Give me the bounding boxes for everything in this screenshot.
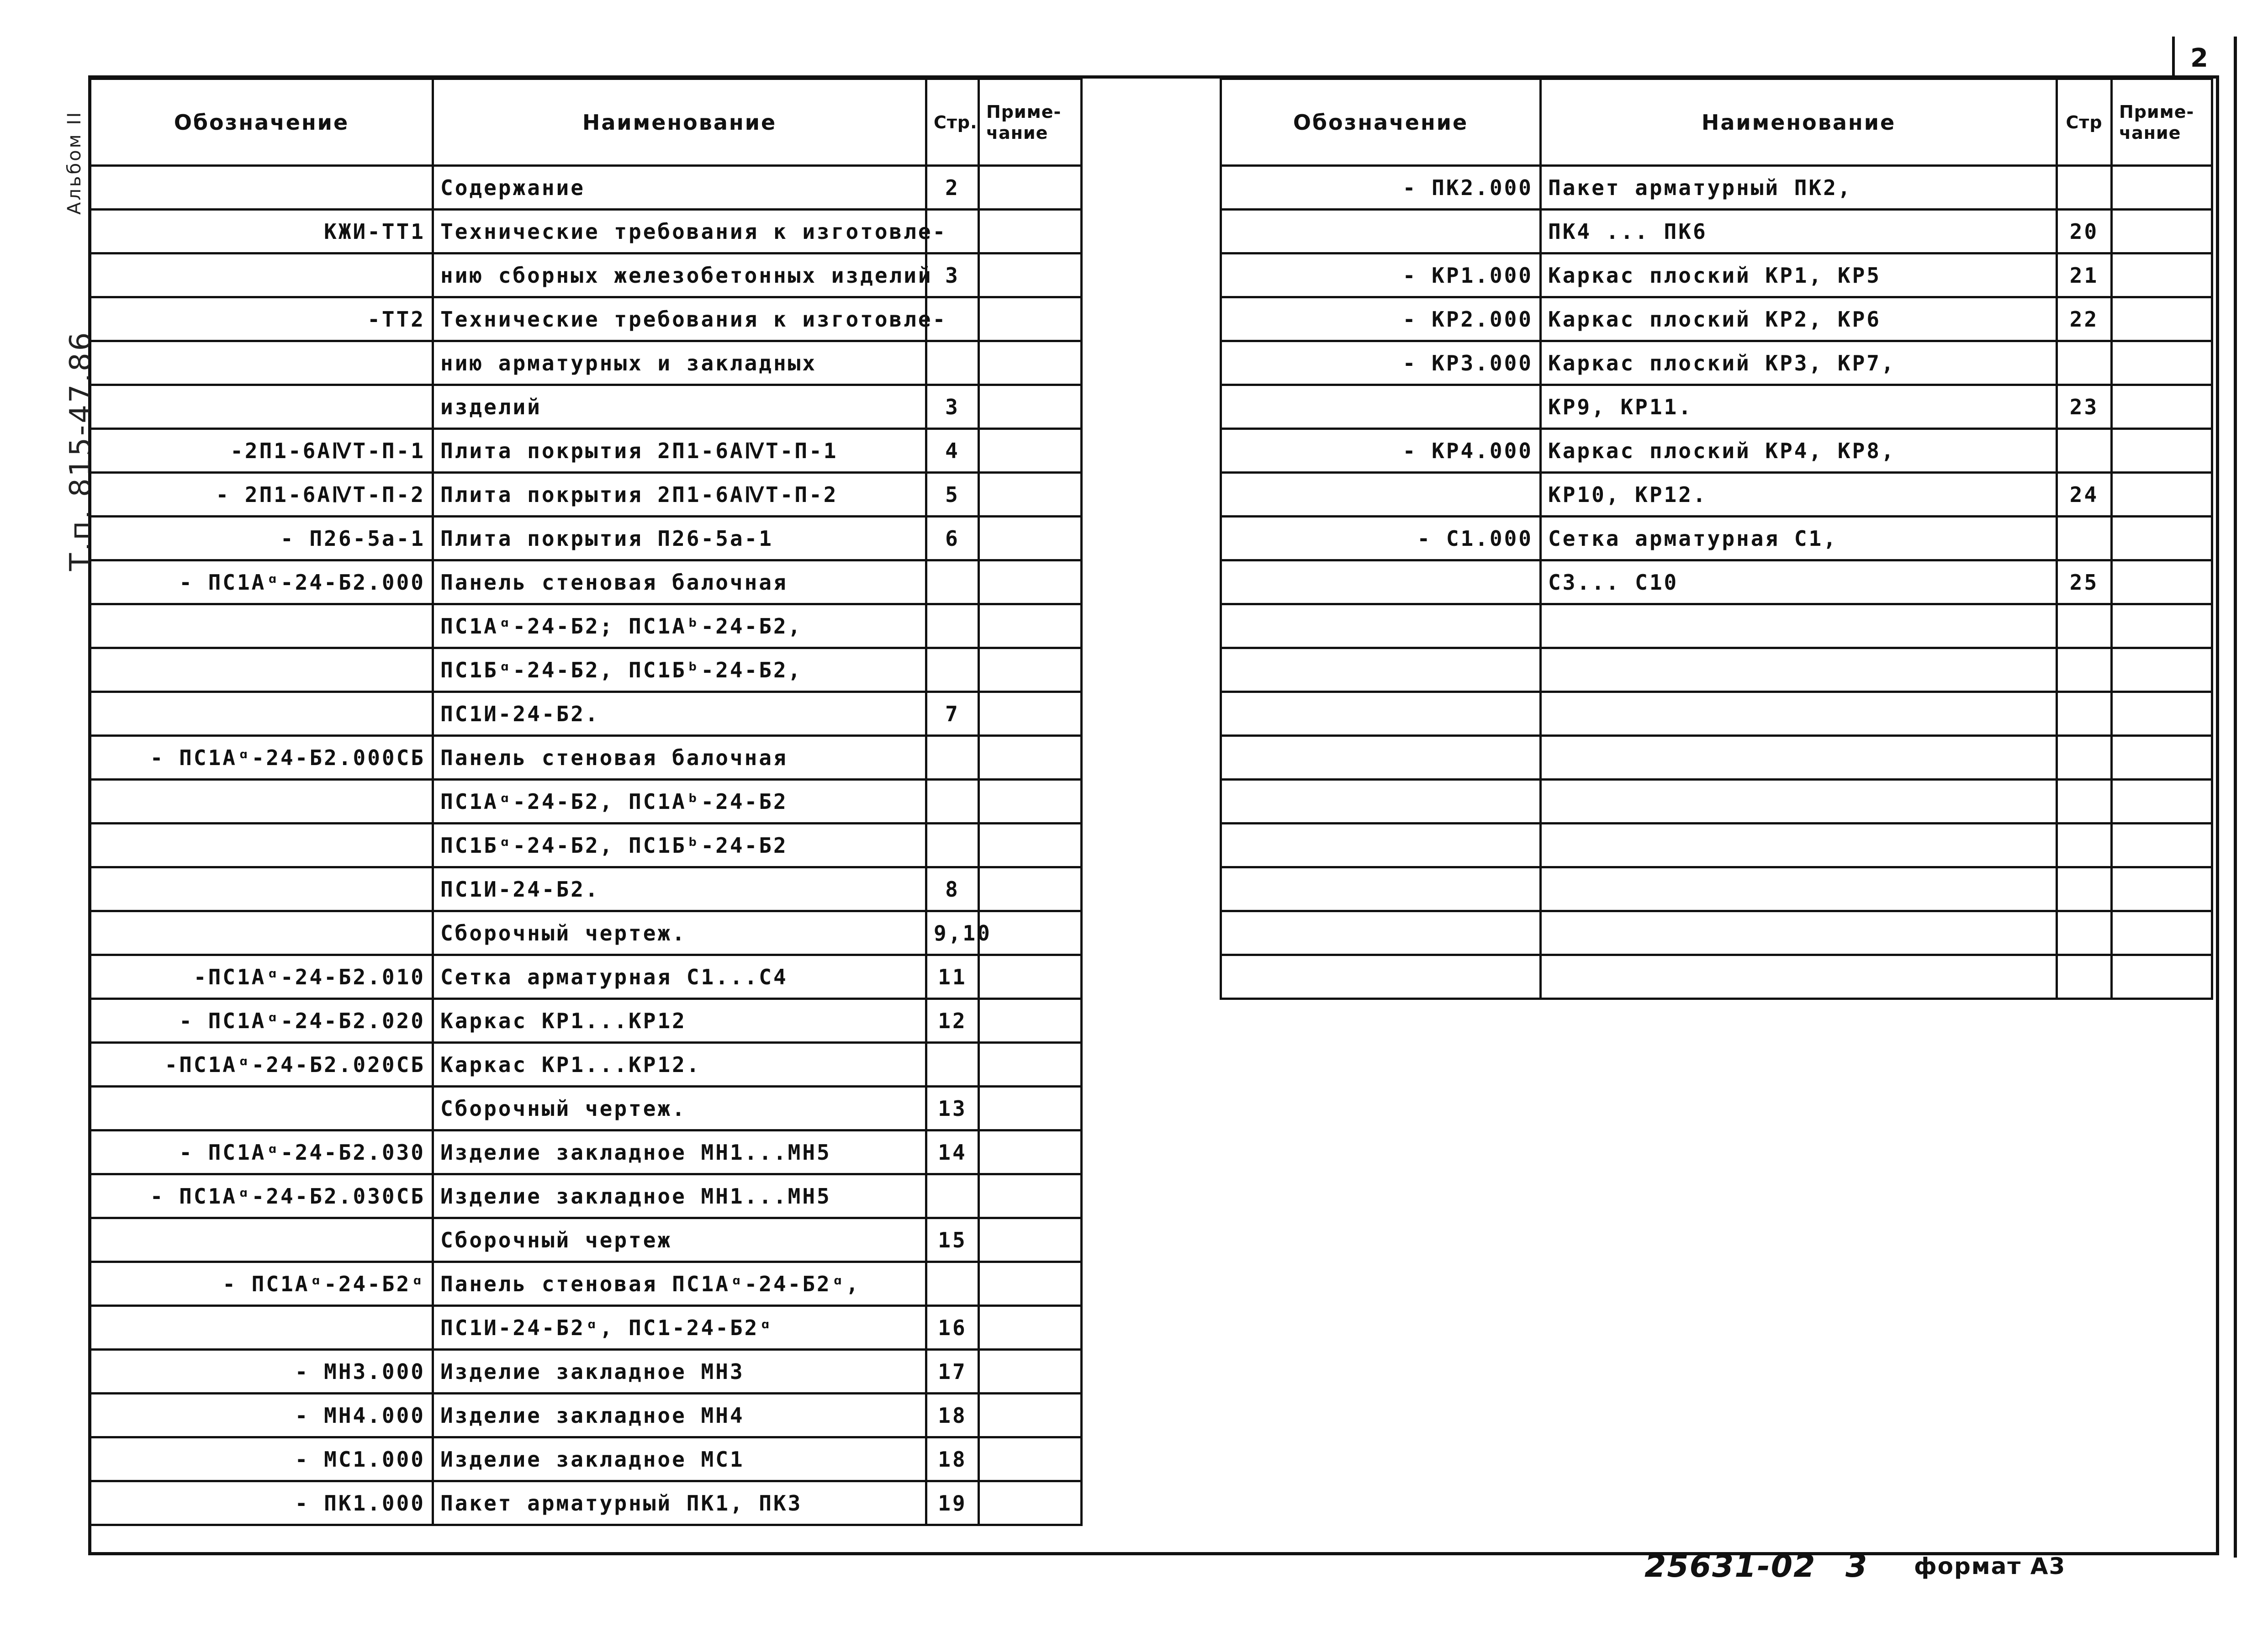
note-cell: [979, 1481, 1082, 1525]
designation-cell: [1221, 692, 1541, 736]
page-cell: 15: [926, 1218, 979, 1262]
page-cell: [2057, 517, 2112, 560]
name-cell: ПС1Бᵅ-24-Б2, ПС1Бᵇ-24-Б2,: [433, 648, 926, 692]
name-cell: Каркас плоский КР1, КР5: [1541, 254, 2057, 297]
table-row: [90, 1087, 1082, 1130]
page-cell: 12: [926, 999, 979, 1043]
header-name: Наименование: [1541, 79, 2057, 166]
frame-right-border: [2234, 37, 2237, 1558]
table-row: [1221, 955, 2212, 999]
note-cell: [979, 473, 1082, 517]
name-cell: ПС1И-24-Б2.: [433, 692, 926, 736]
designation-cell: [1221, 867, 1541, 911]
designation-cell: - МС1.000: [90, 1437, 433, 1481]
page-cell: 9,10: [926, 911, 979, 955]
table-row: [90, 604, 1082, 648]
note-cell: [2112, 867, 2212, 911]
footer-format: формат А3: [1914, 1553, 2066, 1579]
designation-cell: - ПК1.000: [90, 1481, 433, 1525]
table-row: [90, 736, 1082, 780]
table-row: [1221, 911, 2212, 955]
name-cell: ПС1Бᵅ-24-Б2, ПС1Бᵇ-24-Б2: [433, 824, 926, 867]
name-cell: [1541, 648, 2057, 692]
table-row: [90, 254, 1082, 297]
name-cell: Сборочный чертеж: [433, 1218, 926, 1262]
note-cell: [2112, 604, 2212, 648]
name-cell: Технические требования к изготовле-: [433, 210, 926, 254]
page-cell: [2057, 692, 2112, 736]
table-row: [1221, 692, 2212, 736]
note-cell: [979, 692, 1082, 736]
page-cell: [2057, 867, 2112, 911]
note-cell: [979, 517, 1082, 560]
designation-cell: -ПС1Аᵅ-24-Б2.020СБ: [90, 1043, 433, 1087]
designation-cell: - ПС1Аᵅ-24-Б2.020: [90, 999, 433, 1043]
page-cell: [926, 1262, 979, 1306]
table-row: [1221, 473, 2212, 517]
designation-cell: - ПС1Аᵅ-24-Б2.000СБ: [90, 736, 433, 780]
table-row: [90, 297, 1082, 341]
table-row: [90, 1306, 1082, 1350]
page-cell: [2057, 429, 2112, 473]
note-cell: [979, 385, 1082, 429]
designation-cell: [1221, 911, 1541, 955]
page-cell: 7: [926, 692, 979, 736]
note-cell: [979, 341, 1082, 385]
page-cell: 18: [926, 1394, 979, 1437]
designation-cell: [90, 1218, 433, 1262]
note-cell: [979, 1350, 1082, 1394]
page-cell: [926, 648, 979, 692]
designation-cell: - ПС1Аᵅ-24-Б2.030: [90, 1130, 433, 1174]
name-cell: ПК4 ... ПК6: [1541, 210, 2057, 254]
note-cell: [979, 736, 1082, 780]
page-cell: 6: [926, 517, 979, 560]
note-cell: [979, 1043, 1082, 1087]
designation-cell: - ПС1Аᵅ-24-Б2.030СБ: [90, 1174, 433, 1218]
note-cell: [979, 780, 1082, 824]
note-cell: [979, 999, 1082, 1043]
name-cell: Пакет арматурный ПК2,: [1541, 166, 2057, 210]
table-row: [90, 1262, 1082, 1306]
table-row: [90, 692, 1082, 736]
name-cell: ПС1Аᵅ-24-Б2; ПС1Аᵇ-24-Б2,: [433, 604, 926, 648]
name-cell: Каркас КР1...КР12.: [433, 1043, 926, 1087]
table-row: [90, 341, 1082, 385]
name-cell: [1541, 955, 2057, 999]
note-cell: [979, 297, 1082, 341]
designation-cell: [90, 385, 433, 429]
page-cell: 2: [926, 166, 979, 210]
page-cell: 13: [926, 1087, 979, 1130]
header-note: Приме- чание: [2112, 79, 2212, 166]
album-label: Альбом II: [64, 110, 85, 215]
note-cell: [979, 955, 1082, 999]
designation-cell: [90, 166, 433, 210]
note-cell: [2112, 429, 2212, 473]
page-cell: 16: [926, 1306, 979, 1350]
series-label: Т.п. 815-47.86: [64, 330, 98, 571]
page-cell: [2057, 166, 2112, 210]
note-cell: [979, 1218, 1082, 1262]
name-cell: Изделие закладное МН4: [433, 1394, 926, 1437]
note-cell: [2112, 780, 2212, 824]
page-cell: [926, 604, 979, 648]
table-row: [90, 473, 1082, 517]
table-row: [90, 1218, 1082, 1262]
note-cell: [2112, 955, 2212, 999]
header-name: Наименование: [433, 79, 926, 166]
name-cell: Сетка арматурная С1,: [1541, 517, 2057, 560]
name-cell: [1541, 867, 2057, 911]
name-cell: Каркас КР1...КР12: [433, 999, 926, 1043]
page-cell: 24: [2057, 473, 2112, 517]
designation-cell: [90, 911, 433, 955]
table-row: [90, 429, 1082, 473]
note-cell: [2112, 560, 2212, 604]
table-row: [1221, 210, 2212, 254]
table-header-row: [90, 79, 1082, 166]
designation-cell: [90, 1306, 433, 1350]
table-row: [1221, 648, 2212, 692]
designation-cell: [90, 824, 433, 867]
page-cell: 22: [2057, 297, 2112, 341]
name-cell: Каркас плоский КР4, КР8,: [1541, 429, 2057, 473]
footer-doc-number: 25631-02: [1644, 1548, 1816, 1585]
designation-cell: - МН3.000: [90, 1350, 433, 1394]
name-cell: Изделие закладное МН1...МН5: [433, 1174, 926, 1218]
header-note: Приме- чание: [979, 79, 1082, 166]
name-cell: [1541, 604, 2057, 648]
designation-cell: - ПК2.000: [1221, 166, 1541, 210]
designation-cell: [1221, 560, 1541, 604]
note-cell: [2112, 210, 2212, 254]
page-cell: [2057, 824, 2112, 867]
note-cell: [979, 1087, 1082, 1130]
note-cell: [979, 1437, 1082, 1481]
designation-cell: - П26-5а-1: [90, 517, 433, 560]
header-designation: Обозначение: [1221, 79, 1541, 166]
note-cell: [979, 1394, 1082, 1437]
note-cell: [979, 648, 1082, 692]
table-row: [1221, 166, 2212, 210]
page-cell: [926, 824, 979, 867]
name-cell: ПС1И-24-Б2ᵅ, ПС1-24-Б2ᵅ: [433, 1306, 926, 1350]
table-row: [90, 999, 1082, 1043]
note-cell: [979, 1262, 1082, 1306]
table-row: [90, 955, 1082, 999]
table-row: [90, 824, 1082, 867]
page-cell: [2057, 604, 2112, 648]
note-cell: [2112, 911, 2212, 955]
designation-cell: - КР2.000: [1221, 297, 1541, 341]
note-cell: [2112, 824, 2212, 867]
designation-cell: [90, 341, 433, 385]
designation-cell: [1221, 736, 1541, 780]
table-row: [1221, 780, 2212, 824]
header-page: Стр: [2057, 79, 2112, 166]
note-cell: [979, 254, 1082, 297]
note-cell: [2112, 297, 2212, 341]
designation-cell: [1221, 824, 1541, 867]
header-page: Стр.: [926, 79, 979, 166]
page-cell: [2057, 736, 2112, 780]
designation-cell: - С1.000: [1221, 517, 1541, 560]
designation-cell: -2П1-6АⅣТ-П-1: [90, 429, 433, 473]
designation-cell: [90, 692, 433, 736]
designation-cell: -ПС1Аᵅ-24-Б2.010: [90, 955, 433, 999]
table-row: [90, 1481, 1082, 1525]
name-cell: изделий: [433, 385, 926, 429]
note-cell: [979, 824, 1082, 867]
name-cell: Сетка арматурная С1...С4: [433, 955, 926, 999]
page-cell: [2057, 341, 2112, 385]
page-cell: [926, 560, 979, 604]
page-cell: 4: [926, 429, 979, 473]
name-cell: Панель стеновая балочная: [433, 736, 926, 780]
table-row: [1221, 517, 2212, 560]
name-cell: Изделие закладное МН1...МН5: [433, 1130, 926, 1174]
note-cell: [979, 166, 1082, 210]
name-cell: КР10, КР12.: [1541, 473, 2057, 517]
designation-cell: [1221, 648, 1541, 692]
name-cell: Панель стеновая ПС1Аᵅ-24-Б2ᵅ,: [433, 1262, 926, 1306]
designation-cell: - ПС1Аᵅ-24-Б2ᵅ: [90, 1262, 433, 1306]
designation-cell: - МН4.000: [90, 1394, 433, 1437]
table-row: [90, 1174, 1082, 1218]
note-cell: [2112, 254, 2212, 297]
name-cell: С3... С10: [1541, 560, 2057, 604]
table-row: [90, 1130, 1082, 1174]
table-row: [1221, 604, 2212, 648]
name-cell: Технические требования к изготовле-: [433, 297, 926, 341]
name-cell: ПС1Аᵅ-24-Б2, ПС1Аᵇ-24-Б2: [433, 780, 926, 824]
note-cell: [979, 1306, 1082, 1350]
table-row: [90, 1437, 1082, 1481]
table-row: [90, 560, 1082, 604]
page-cell: 19: [926, 1481, 979, 1525]
page-cell: 5: [926, 473, 979, 517]
name-cell: Плита покрытия 2П1-6АⅣТ-П-2: [433, 473, 926, 517]
table-row: [90, 1394, 1082, 1437]
name-cell: [1541, 692, 2057, 736]
note-cell: [2112, 648, 2212, 692]
page-cell: 14: [926, 1130, 979, 1174]
designation-cell: [1221, 385, 1541, 429]
name-cell: ПС1И-24-Б2.: [433, 867, 926, 911]
designation-cell: [90, 648, 433, 692]
page-cell: 17: [926, 1350, 979, 1394]
table-row: [90, 385, 1082, 429]
designation-cell: - КР4.000: [1221, 429, 1541, 473]
table-row: [1221, 824, 2212, 867]
table-row: [90, 867, 1082, 911]
page-cell: 8: [926, 867, 979, 911]
table-header-row: [1221, 79, 2212, 166]
name-cell: Сборочный чертеж.: [433, 1087, 926, 1130]
header-designation: Обозначение: [90, 79, 433, 166]
designation-cell: [1221, 473, 1541, 517]
designation-cell: [90, 780, 433, 824]
table-row: [90, 780, 1082, 824]
page-cell: [926, 1174, 979, 1218]
designation-cell: - КР1.000: [1221, 254, 1541, 297]
table-row: [1221, 297, 2212, 341]
designation-cell: -ТТ2: [90, 297, 433, 341]
note-cell: [2112, 692, 2212, 736]
name-cell: Панель стеновая балочная: [433, 560, 926, 604]
note-cell: [979, 210, 1082, 254]
designation-cell: [1221, 780, 1541, 824]
table-row: [90, 648, 1082, 692]
page-cell: 3: [926, 385, 979, 429]
name-cell: [1541, 824, 2057, 867]
page-cell: [926, 1043, 979, 1087]
table-row: [1221, 254, 2212, 297]
name-cell: Сборочный чертеж.: [433, 911, 926, 955]
note-cell: [979, 867, 1082, 911]
table-row: [90, 166, 1082, 210]
name-cell: [1541, 911, 2057, 955]
note-cell: [979, 429, 1082, 473]
page-cell: 20: [2057, 210, 2112, 254]
designation-cell: [1221, 604, 1541, 648]
designation-cell: [90, 604, 433, 648]
note-cell: [2112, 385, 2212, 429]
note-cell: [979, 560, 1082, 604]
name-cell: нию арматурных и закладных: [433, 341, 926, 385]
page-cell: 21: [2057, 254, 2112, 297]
page-cell: [926, 736, 979, 780]
right-contents-table: [1220, 78, 2213, 1000]
page-cell: 11: [926, 955, 979, 999]
page-cell: [2057, 955, 2112, 999]
page-cell: [926, 780, 979, 824]
name-cell: нию сборных железобетонных изделий: [433, 254, 926, 297]
note-cell: [2112, 166, 2212, 210]
table-row: [1221, 385, 2212, 429]
note-cell: [2112, 473, 2212, 517]
page-cell: 18: [926, 1437, 979, 1481]
name-cell: Изделие закладное МС1: [433, 1437, 926, 1481]
name-cell: КР9, КР11.: [1541, 385, 2057, 429]
page-cell: 25: [2057, 560, 2112, 604]
table-row: [90, 1043, 1082, 1087]
name-cell: Изделие закладное МН3: [433, 1350, 926, 1394]
note-cell: [2112, 517, 2212, 560]
page-cell: 23: [2057, 385, 2112, 429]
page-cell: [2057, 911, 2112, 955]
name-cell: Содержание: [433, 166, 926, 210]
footer-sheet-number: 3: [1845, 1548, 1867, 1585]
name-cell: Каркас плоский КР2, КР6: [1541, 297, 2057, 341]
table-row: [90, 1350, 1082, 1394]
note-cell: [979, 1130, 1082, 1174]
designation-cell: [1221, 955, 1541, 999]
name-cell: Пакет арматурный ПК1, ПК3: [433, 1481, 926, 1525]
note-cell: [979, 1174, 1082, 1218]
designation-cell: - ПС1Аᵅ-24-Б2.000: [90, 560, 433, 604]
name-cell: Плита покрытия 2П1-6АⅣТ-П-1: [433, 429, 926, 473]
page-cell: 3: [926, 254, 979, 297]
designation-cell: КЖИ-ТТ1: [90, 210, 433, 254]
note-cell: [2112, 736, 2212, 780]
name-cell: Плита покрытия П26-5а-1: [433, 517, 926, 560]
designation-cell: [90, 1087, 433, 1130]
name-cell: Каркас плоский КР3, КР7,: [1541, 341, 2057, 385]
page-cell: [2057, 780, 2112, 824]
page-cell: [2057, 648, 2112, 692]
designation-cell: [1221, 210, 1541, 254]
table-row: [1221, 867, 2212, 911]
name-cell: [1541, 736, 2057, 780]
table-row: [1221, 341, 2212, 385]
designation-cell: [90, 867, 433, 911]
left-contents-table: [89, 78, 1083, 1526]
page-number: 2: [2190, 43, 2208, 73]
table-row: [90, 210, 1082, 254]
table-row: [1221, 429, 2212, 473]
designation-cell: [90, 254, 433, 297]
designation-cell: - 2П1-6АⅣТ-П-2: [90, 473, 433, 517]
table-row: [1221, 560, 2212, 604]
note-cell: [2112, 341, 2212, 385]
note-cell: [979, 604, 1082, 648]
name-cell: [1541, 780, 2057, 824]
table-row: [90, 517, 1082, 560]
table-row: [1221, 736, 2212, 780]
note-cell: [979, 911, 1082, 955]
designation-cell: - КР3.000: [1221, 341, 1541, 385]
table-row: [90, 911, 1082, 955]
page-cell: [926, 341, 979, 385]
